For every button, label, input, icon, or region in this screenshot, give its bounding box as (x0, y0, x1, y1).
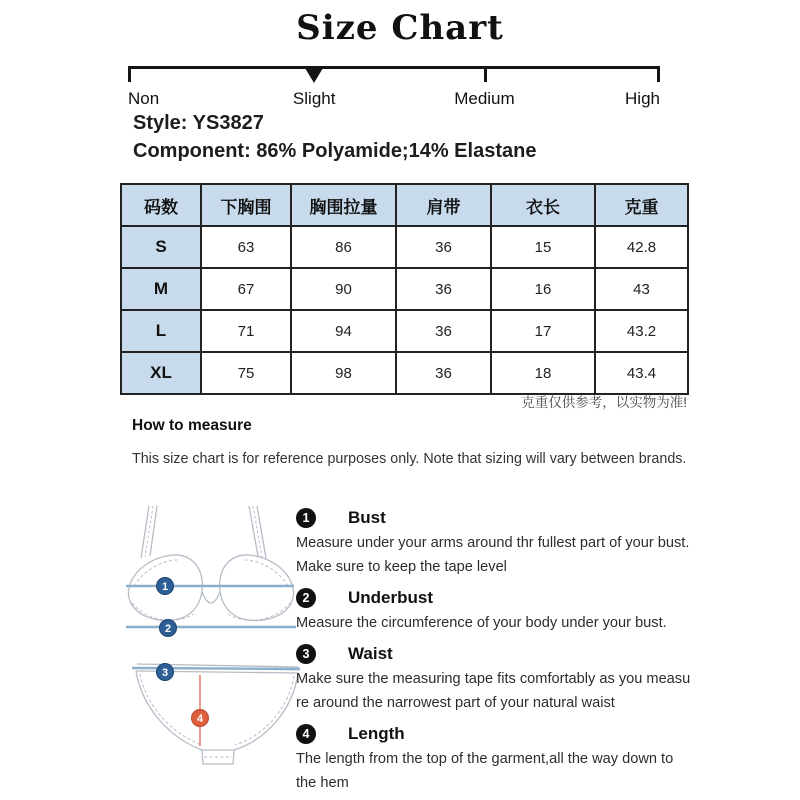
measurement-lines (126, 586, 300, 669)
step-line: Make sure to keep the tape level (296, 559, 507, 575)
column-header-strap: 肩带 (396, 184, 491, 226)
table-cell: 43.4 (595, 352, 688, 394)
step-line: Measure under your arms around thr fullest part of your bust. (296, 535, 690, 551)
diagram-markers (157, 578, 209, 727)
garment-diagram (122, 500, 300, 772)
style-text: Style: YS3827 (133, 112, 264, 134)
table-cell: 71 (201, 310, 291, 352)
table-cell: 98 (291, 352, 396, 394)
weight-note: 克重仅供参考，以实物为准! (521, 395, 687, 410)
bra-sketch (128, 506, 293, 620)
size-cell: XL (121, 352, 201, 394)
step-title: Length (348, 724, 405, 743)
marker-3-number: 3 (161, 667, 169, 679)
table-row (121, 268, 688, 310)
table-cell: 90 (291, 268, 396, 310)
table-cell: 75 (201, 352, 291, 394)
table-cell: 15 (491, 226, 595, 268)
size-cell: M (121, 268, 201, 310)
table-cell: 42.8 (595, 226, 688, 268)
step-header (296, 505, 706, 531)
table-cell: 43 (595, 268, 688, 310)
table-row (121, 226, 688, 268)
measure-steps (296, 505, 706, 800)
step-2-badge: 2 (296, 588, 316, 608)
scale-tick-left (128, 69, 131, 82)
measure-step-length (296, 721, 706, 795)
step-line: Make sure the measuring tape fits comfortably as you measu (296, 671, 691, 687)
column-header-underbust: 下胸围 (201, 184, 291, 226)
step-3-badge: 3 (296, 644, 316, 664)
step-title: Waist (348, 644, 393, 663)
column-header-length: 衣长 (491, 184, 595, 226)
scale-tick-medium (484, 69, 487, 82)
table-row (121, 352, 688, 394)
scale-label-high: High (625, 89, 660, 108)
table-cell: 36 (396, 310, 491, 352)
table-cell: 17 (491, 310, 595, 352)
scale-label-slight: Slight (292, 89, 336, 108)
step-4-badge: 4 (296, 724, 316, 744)
column-header-bust-stretch: 胸围拉量 (291, 184, 396, 226)
scale-tick-right (657, 69, 660, 82)
table-cell: 63 (201, 226, 291, 268)
size-cell: S (121, 226, 201, 268)
step-title: Underbust (348, 588, 433, 607)
table-cell: 36 (396, 268, 491, 310)
scale-label-non: Non (128, 89, 160, 108)
table-cell: 18 (491, 352, 595, 394)
step-header (296, 641, 706, 667)
scale-label-medium: Medium (454, 89, 515, 108)
table-cell: 36 (396, 226, 491, 268)
garment-diagram-svg (122, 500, 300, 772)
stretch-scale (128, 66, 660, 113)
table-cell: 43.2 (595, 310, 688, 352)
step-line: Measure the circumference of your body under your bust. (296, 615, 667, 631)
step-title: Bust (348, 508, 386, 527)
scale-pointer-icon (305, 68, 323, 83)
table-cell: 16 (491, 268, 595, 310)
table-cell: 94 (291, 310, 396, 352)
page-title: Size Chart (296, 8, 504, 48)
step-line: The length from the top of the garment,all the way down to (296, 751, 674, 767)
step-line: re around the narrowest part of your natural waist (296, 695, 615, 711)
component-text: Component: 86% Polyamide;14% Elastane (133, 140, 537, 162)
measure-step-bust (296, 505, 706, 579)
marker-4-number: 4 (196, 713, 204, 725)
measure-step-underbust (296, 585, 706, 635)
column-header-size: 码数 (121, 184, 201, 226)
disclaimer-text: This size chart is for reference purposes only. Note that sizing will vary between brands. (132, 451, 687, 467)
step-line: the hem (296, 775, 349, 791)
column-header-weight: 克重 (595, 184, 688, 226)
product-info (133, 109, 536, 165)
marker-2-number: 2 (164, 623, 172, 635)
table-cell: 86 (291, 226, 396, 268)
table-cell: 36 (396, 352, 491, 394)
how-to-measure-heading: How to measure (132, 417, 252, 434)
marker-1-number: 1 (161, 581, 169, 593)
table-cell: 67 (201, 268, 291, 310)
step-header (296, 585, 706, 611)
table-row (121, 310, 688, 352)
step-1-badge: 1 (296, 508, 316, 528)
size-cell: L (121, 310, 201, 352)
measure-step-waist (296, 641, 706, 715)
step-header (296, 721, 706, 747)
size-table (120, 183, 689, 395)
table-header-row (121, 184, 688, 226)
